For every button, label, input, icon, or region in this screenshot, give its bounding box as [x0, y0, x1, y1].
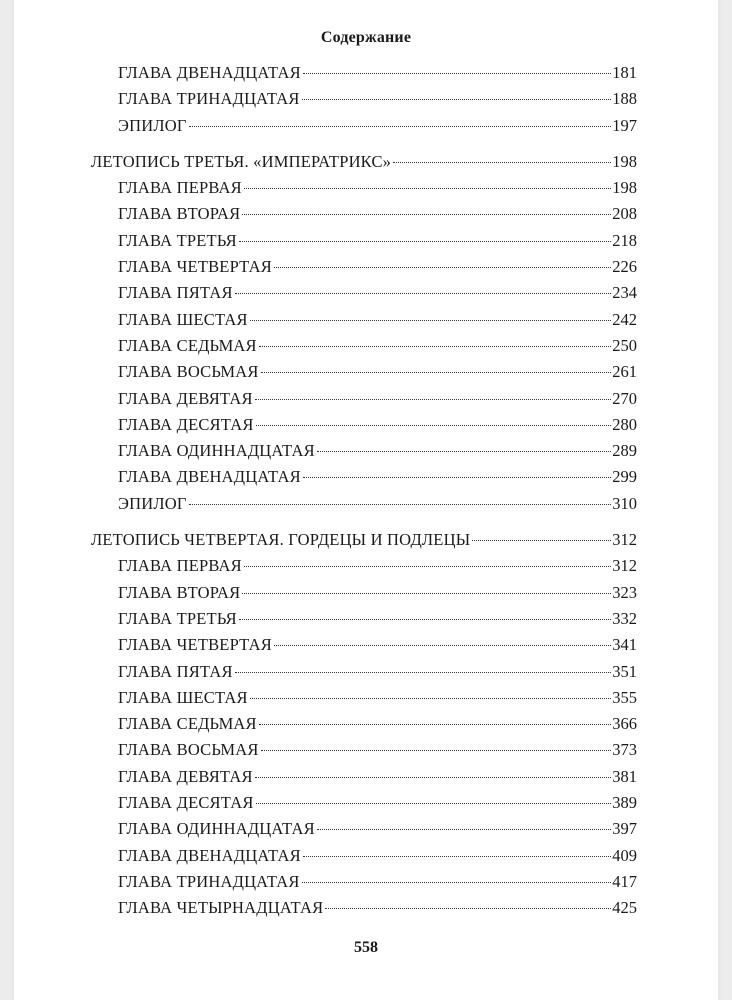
toc-group-chronicle-3	[14, 149, 718, 517]
toc-entry-label: ЭПИЛОГ	[118, 115, 187, 135]
dot-leader	[274, 645, 611, 646]
dot-leader	[302, 882, 612, 883]
toc-entry-page: 332	[612, 608, 637, 628]
dot-leader	[472, 540, 611, 541]
dot-leader	[302, 99, 612, 100]
toc-entry-label: ГЛАВА ВОСЬМАЯ	[118, 740, 259, 760]
toc-entry-page: 242	[612, 309, 637, 329]
toc-entry-page: 323	[612, 582, 637, 602]
toc-entry-page: 226	[612, 257, 637, 277]
page-number: 558	[354, 939, 378, 956]
dot-leader	[325, 908, 611, 909]
toc-entry-page: 261	[612, 362, 637, 382]
toc-entry[interactable]	[118, 606, 637, 632]
toc-section-chronicle-3[interactable]	[91, 149, 637, 175]
toc-entry-label: ГЛАВА СЕДЬМАЯ	[118, 335, 257, 355]
table-of-contents	[14, 60, 718, 922]
toc-entry-page: 409	[612, 845, 637, 865]
dot-leader	[242, 214, 611, 215]
toc-entry-page: 280	[612, 414, 637, 434]
toc-entry[interactable]	[118, 659, 637, 685]
dot-leader	[235, 672, 612, 673]
toc-entry-label: ГЛАВА ТРЕТЬЯ	[118, 608, 237, 628]
dot-leader	[242, 593, 611, 594]
dot-leader	[250, 320, 612, 321]
toc-entry[interactable]	[118, 790, 637, 816]
dot-leader	[250, 698, 612, 699]
toc-entry[interactable]	[118, 580, 637, 606]
toc-entry-label: ГЛАВА ВОСЬМАЯ	[118, 362, 259, 382]
toc-entry-label: ГЛАВА ВТОРАЯ	[118, 582, 241, 602]
toc-entry-page: 341	[612, 635, 637, 655]
toc-entry-page: 234	[612, 283, 637, 303]
toc-entry-page: 417	[612, 871, 637, 891]
toc-entry-page: 181	[612, 63, 637, 82]
toc-entry-label: ГЛАВА ТРИНАДЦАТАЯ	[118, 871, 300, 891]
dot-leader	[303, 477, 611, 478]
toc-entry-label: ГЛАВА ШЕСТАЯ	[118, 687, 248, 707]
toc-entry[interactable]	[118, 280, 637, 306]
toc-entry[interactable]	[118, 113, 637, 139]
toc-entry[interactable]	[118, 175, 637, 201]
dot-leader	[235, 293, 612, 294]
dot-leader	[303, 856, 611, 857]
toc-entry-label: ГЛАВА ЧЕТВЕРТАЯ	[118, 257, 272, 277]
dot-leader	[244, 566, 611, 567]
toc-entry-label: ГЛАВА ДЕСЯТАЯ	[118, 793, 254, 813]
toc-entry[interactable]	[118, 86, 637, 112]
toc-group-chronicle-4	[14, 527, 718, 921]
toc-entry[interactable]	[118, 307, 637, 333]
toc-entry-page: 198	[612, 178, 637, 198]
toc-section-page: 312	[612, 530, 637, 550]
toc-entry[interactable]	[118, 254, 637, 280]
dot-leader	[261, 750, 612, 751]
toc-entry-page: 299	[612, 467, 637, 487]
dot-leader	[317, 451, 611, 452]
dot-leader	[256, 425, 612, 426]
toc-entry[interactable]	[118, 228, 637, 254]
toc-entry[interactable]	[118, 553, 637, 579]
dot-leader	[255, 399, 612, 400]
toc-entry-page: 351	[612, 661, 637, 681]
dot-leader	[303, 73, 611, 74]
toc-entry-label: ГЛАВА ДВЕНАДЦАТАЯ	[118, 845, 301, 865]
toc-entry[interactable]	[118, 438, 637, 464]
toc-entry[interactable]	[118, 632, 637, 658]
toc-entry-label: ГЛАВА ДЕВЯТАЯ	[118, 388, 253, 408]
toc-entry-label: ГЛАВА ТРЕТЬЯ	[118, 230, 237, 250]
toc-entry-label: ГЛАВА ВТОРАЯ	[118, 204, 241, 224]
toc-entry-label: ГЛАВА ДВЕНАДЦАТАЯ	[118, 63, 301, 82]
toc-entry-page: 366	[612, 714, 637, 734]
dot-leader	[244, 188, 611, 189]
toc-group-chronicle-2-end	[14, 60, 718, 139]
toc-entry-page: 250	[612, 335, 637, 355]
toc-entry-label: ГЛАВА ДВЕНАДЦАТАЯ	[118, 467, 301, 487]
dot-leader	[189, 126, 612, 127]
toc-section-label: ЛЕТОПИСЬ ЧЕТВЕРТАЯ. ГОРДЕЦЫ И ПОДЛЕЦЫ	[91, 530, 471, 550]
toc-entry[interactable]	[118, 412, 637, 438]
page-header-title: Содержание	[320, 29, 412, 46]
toc-entry-page: 381	[612, 766, 637, 786]
dot-leader	[317, 829, 611, 830]
toc-entry-page: 310	[612, 493, 637, 513]
toc-entry[interactable]	[118, 737, 637, 763]
toc-entry[interactable]	[118, 711, 637, 737]
toc-entry[interactable]	[118, 816, 637, 842]
toc-entry-page: 197	[612, 115, 637, 135]
toc-entry-label: ГЛАВА ЧЕТВЕРТАЯ	[118, 635, 272, 655]
toc-entry-page: 218	[612, 230, 637, 250]
toc-entry[interactable]	[118, 764, 637, 790]
toc-entry-page: 208	[612, 204, 637, 224]
toc-entry[interactable]	[118, 491, 637, 517]
dot-leader	[256, 803, 612, 804]
toc-entry[interactable]	[118, 869, 637, 895]
dot-leader	[255, 777, 612, 778]
toc-entry-label: ГЛАВА ШЕСТАЯ	[118, 309, 248, 329]
toc-entry-label: ГЛАВА ОДИННАДЦАТАЯ	[118, 819, 315, 839]
dot-leader	[239, 241, 611, 242]
dot-leader	[259, 346, 611, 347]
toc-entry-label: ЭПИЛОГ	[118, 493, 187, 513]
toc-entry[interactable]	[118, 60, 637, 86]
toc-entry[interactable]	[118, 464, 637, 490]
dot-leader	[239, 619, 611, 620]
dot-leader	[274, 267, 611, 268]
toc-entry-label: ГЛАВА ЧЕТЫРНАДЦАТАЯ	[118, 898, 324, 918]
toc-entry-label: ГЛАВА ОДИННАДЦАТАЯ	[118, 441, 315, 461]
toc-entry-label: ГЛАВА СЕДЬМАЯ	[118, 714, 257, 734]
book-page	[14, 0, 718, 1000]
toc-entry[interactable]	[118, 201, 637, 227]
toc-section-chronicle-4[interactable]	[91, 527, 637, 553]
toc-entry-label: ГЛАВА ДЕСЯТАЯ	[118, 414, 254, 434]
toc-entry-page: 355	[612, 687, 637, 707]
toc-entry[interactable]	[118, 895, 637, 921]
dot-leader	[189, 504, 612, 505]
toc-entry[interactable]	[118, 386, 637, 412]
toc-entry-page: 425	[612, 898, 637, 918]
toc-entry-page: 312	[612, 556, 637, 576]
toc-entry-label: ГЛАВА ПЯТАЯ	[118, 283, 233, 303]
toc-section-label: ЛЕТОПИСЬ ТРЕТЬЯ. «ИМПЕРАТРИКС»	[91, 151, 392, 171]
toc-entry-page: 373	[612, 740, 637, 760]
toc-entry-label: ГЛАВА ТРИНАДЦАТАЯ	[118, 89, 300, 109]
dot-leader	[261, 372, 612, 373]
toc-section-page: 198	[612, 151, 637, 171]
toc-entry[interactable]	[118, 685, 637, 711]
toc-entry-page: 389	[612, 793, 637, 813]
toc-entry[interactable]	[118, 843, 637, 869]
toc-entry-label: ГЛАВА ПЕРВАЯ	[118, 556, 242, 576]
toc-entry-page: 289	[612, 441, 637, 461]
toc-entry-label: ГЛАВА ПЕРВАЯ	[118, 178, 242, 198]
toc-entry-label: ГЛАВА ДЕВЯТАЯ	[118, 766, 253, 786]
toc-entry-label: ГЛАВА ПЯТАЯ	[118, 661, 233, 681]
toc-entry-page: 270	[612, 388, 637, 408]
dot-leader	[259, 724, 611, 725]
toc-entry[interactable]	[118, 359, 637, 385]
toc-entry[interactable]	[118, 333, 637, 359]
toc-entry-page: 188	[612, 89, 637, 109]
dot-leader	[393, 162, 611, 163]
toc-entry-page: 397	[612, 819, 637, 839]
